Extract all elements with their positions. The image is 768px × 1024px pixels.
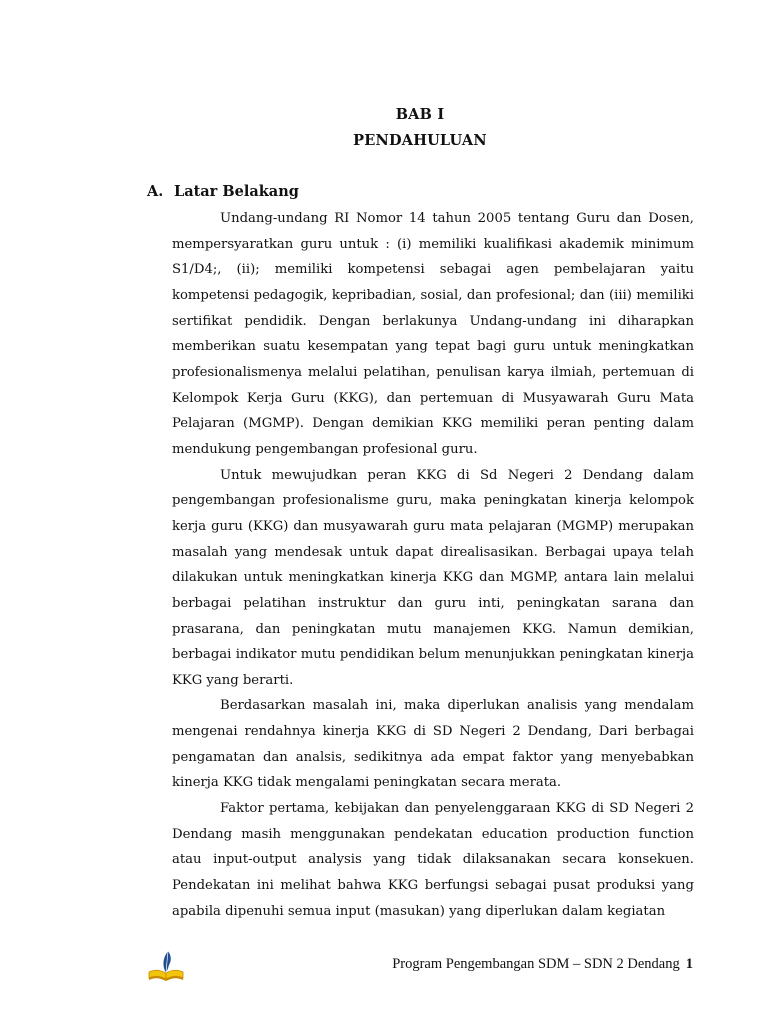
quill-book-icon [146,948,186,982]
chapter-number: BAB I [395,106,445,123]
paragraph-3: Berdasarkan masalah ini, maka diperlukan analisis yang mendalam mengenai rendahnya kinerja KKG di SD Negeri 2 Dendang, Dari berbagai pengamatan dan analsis, sedikitnya ada empat faktor yang menyebabkan kinerja KKG tidak mengalami peningkatan secara merata. [172,698,694,791]
chapter-title: PENDAHULUAN [353,132,487,149]
paragraph-1: Undang-undang RI Nomor 14 tahun 2005 tentang Guru dan Dosen, mempersyaratkan guru untuk : (i) memiliki kualifikasi akademik minimum S1/D4;, (ii); memiliki kompetensi sebagai agen pembelajaran yaitu kompetensi pedagogik, kepribadian, sosial, dan profesional; dan (iii) memiliki sertifikat pendidik. Dengan berlakunya Undang-undang ini diharapkan memberikan suatu kesempatan yang tepat bagi guru untuk meningkatkan profesionalismenya melalui pelatihan, penulisan karya ilmiah, pertemuan di Kelompok Kerja Guru (KKG), dan pertemuan di Musyawarah Guru Mata Pelajaran (MGMP). Dengan demikian KKG memiliki peran penting dalam mendukung pengembangan profesional guru. [172,211,694,457]
section-heading [147,183,299,200]
paragraph-4: Faktor pertama, kebijakan dan penyelenggaraan KKG di SD Negeri 2 Dendang masih menggunakan pendekatan education production function atau input-output analysis yang tidak dilaksanakan secara konsekuen. Pendekatan ini melihat bahwa KKG berfungsi sebagai pusat produksi yang apabila dipenuhi semua input (masukan) yang diperlukan dalam kegiatan [172,801,694,919]
paragraph-2: Untuk mewujudkan peran KKG di Sd Negeri 2 Dendang dalam pengembangan profesionalisme guru, maka peningkatan kinerja kelompok kerja guru (KKG) dan musyawarah guru mata pelajaran (MGMP) merupakan masalah yang mendesak untuk dapat direalisasikan. Berbagai upaya telah dilakukan untuk meningkatkan kinerja KKG dan MGMP, antara lain melalui berbagai pelatihan instruktur dan guru inti, peningkatan sarana dan prasarana, dan peningkatan mutu manajemen KKG. Namun demikian, berbagai indikator mutu pendidikan belum menunjukkan peningkatan kinerja KKG yang berarti. [172,467,694,688]
footer-title: Program Pengembangan SDM – SDN 2 Dendang [392,956,680,972]
body-text [172,206,694,924]
section-title: Latar Belakang [174,183,299,200]
footer-caption [392,956,693,973]
page-footer [0,955,768,985]
page-number: 1 [685,956,693,972]
section-letter: A. [147,183,164,200]
